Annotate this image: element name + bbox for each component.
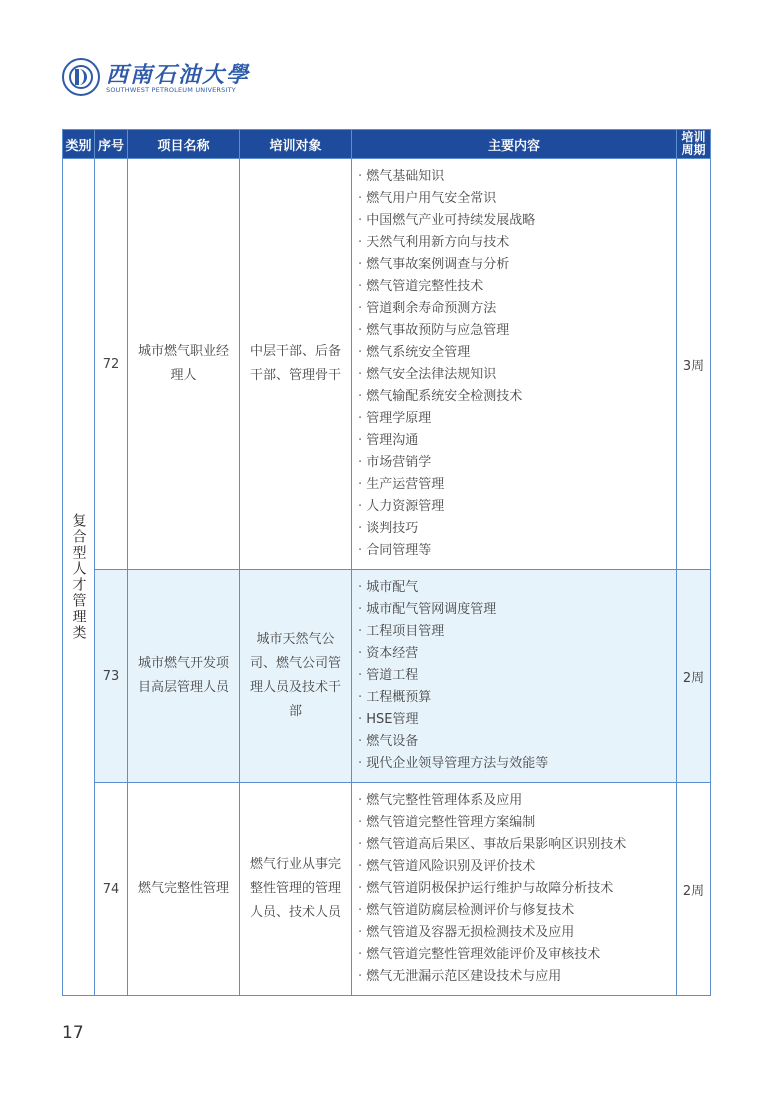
table-row bbox=[63, 159, 711, 570]
content-item: · 燃气用户用气安全常识 bbox=[358, 188, 676, 210]
training-target: 城市天然气公司、燃气公司管理人员及技术干部 bbox=[240, 570, 352, 783]
content-item: · 中国燃气产业可持续发展战略 bbox=[358, 210, 676, 232]
content-item: · 燃气事故预防与应急管理 bbox=[358, 320, 676, 342]
content-item: · 燃气输配系统安全检测技术 bbox=[358, 386, 676, 408]
content-item: · 工程概预算 bbox=[358, 687, 676, 709]
table-header-row bbox=[63, 130, 711, 159]
content-item: · 燃气系统安全管理 bbox=[358, 342, 676, 364]
content-item: · 燃气管道风险识别及评价技术 bbox=[358, 856, 676, 878]
content-item: · 城市配气管网调度管理 bbox=[358, 599, 676, 621]
content-item: · 工程项目管理 bbox=[358, 621, 676, 643]
project-name: 城市燃气职业经理人 bbox=[128, 159, 240, 570]
header-number: 序号 bbox=[95, 130, 128, 159]
row-number: 72 bbox=[95, 159, 128, 570]
content-item: · 燃气设备 bbox=[358, 731, 676, 753]
content-item: · 市场营销学 bbox=[358, 452, 676, 474]
category-label: 复合型人才管理类 bbox=[70, 513, 87, 641]
header-target: 培训对象 bbox=[240, 130, 352, 159]
training-period: 2周 bbox=[677, 570, 711, 783]
training-target: 中层干部、后备干部、管理骨干 bbox=[240, 159, 352, 570]
training-period: 2周 bbox=[677, 783, 711, 996]
table-row bbox=[63, 783, 711, 996]
training-target: 燃气行业从事完整性管理的管理人员、技术人员 bbox=[240, 783, 352, 996]
page-number: 17 bbox=[62, 1023, 84, 1043]
content-item: · 燃气事故案例调查与分析 bbox=[358, 254, 676, 276]
training-table bbox=[62, 129, 711, 996]
training-period: 3周 bbox=[677, 159, 711, 570]
content-item: · 燃气无泄漏示范区建设技术与应用 bbox=[358, 966, 676, 988]
row-number: 73 bbox=[95, 570, 128, 783]
content-item: · 燃气完整性管理体系及应用 bbox=[358, 790, 676, 812]
content-item: · 人力资源管理 bbox=[358, 496, 676, 518]
university-english-name: SOUTHWEST PETROLEUM UNIVERSITY bbox=[106, 86, 236, 94]
header-period: 培训周期 bbox=[677, 130, 711, 159]
content-item: · 资本经营 bbox=[358, 643, 676, 665]
content-item: · 生产运营管理 bbox=[358, 474, 676, 496]
university-emblem-icon bbox=[62, 58, 100, 96]
content-item: · 管理沟通 bbox=[358, 430, 676, 452]
content-item: · 燃气管道及容器无损检测技术及应用 bbox=[358, 922, 676, 944]
content-item: · 燃气管道完整性技术 bbox=[358, 276, 676, 298]
content-item: · 天然气利用新方向与技术 bbox=[358, 232, 676, 254]
main-content bbox=[352, 783, 677, 996]
content-item: · 合同管理等 bbox=[358, 540, 676, 562]
content-item: · 城市配气 bbox=[358, 577, 676, 599]
content-item: · 燃气管道高后果区、事故后果影响区识别技术 bbox=[358, 834, 676, 856]
content-item: · 燃气管道阴极保护运行维护与故障分析技术 bbox=[358, 878, 676, 900]
table-row bbox=[63, 570, 711, 783]
content-item: · 管道剩余寿命预测方法 bbox=[358, 298, 676, 320]
main-content bbox=[352, 159, 677, 570]
header-category: 类别 bbox=[63, 130, 95, 159]
university-logo bbox=[62, 58, 302, 100]
content-item: · 燃气管道完整性管理效能评价及审核技术 bbox=[358, 944, 676, 966]
content-item: · 谈判技巧 bbox=[358, 518, 676, 540]
content-item: · HSE管理 bbox=[358, 709, 676, 731]
university-name: 西南石油大學 bbox=[106, 62, 251, 88]
content-item: · 管道工程 bbox=[358, 665, 676, 687]
content-item: · 燃气基础知识 bbox=[358, 166, 676, 188]
project-name: 城市燃气开发项目高层管理人员 bbox=[128, 570, 240, 783]
main-content bbox=[352, 570, 677, 783]
header-name: 项目名称 bbox=[128, 130, 240, 159]
content-item: · 燃气安全法律法规知识 bbox=[358, 364, 676, 386]
category-cell bbox=[63, 159, 95, 996]
content-item: · 管理学原理 bbox=[358, 408, 676, 430]
content-item: · 燃气管道完整性管理方案编制 bbox=[358, 812, 676, 834]
content-item: · 燃气管道防腐层检测评价与修复技术 bbox=[358, 900, 676, 922]
project-name: 燃气完整性管理 bbox=[128, 783, 240, 996]
content-item: · 现代企业领导管理方法与效能等 bbox=[358, 753, 676, 775]
header-content: 主要内容 bbox=[352, 130, 677, 159]
row-number: 74 bbox=[95, 783, 128, 996]
